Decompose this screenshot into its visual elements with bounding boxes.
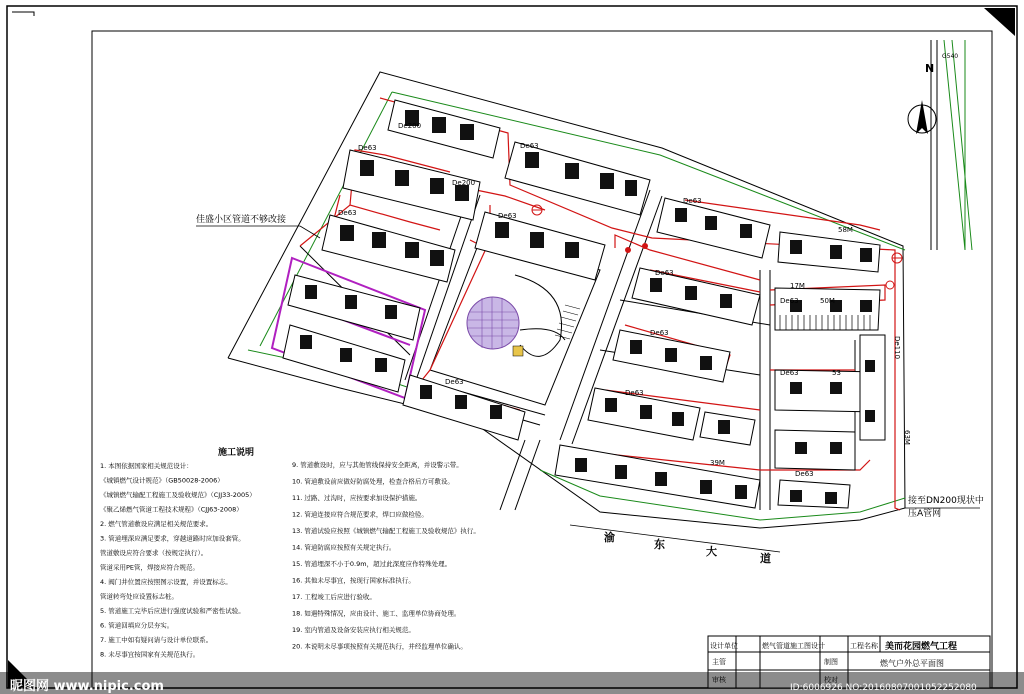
north-label: N [925,62,935,75]
annotation-left: 佳盛小区管道不够改接 [196,215,287,225]
pipe-label: De63 [780,369,799,377]
length-label: 58M [838,226,853,234]
pipe-label: De63 [625,389,644,397]
tb-row2-label: 主管 [712,658,726,666]
note-line: 管道敷设应符合要求（按规定执行）。 [100,549,208,557]
road-name-char: 道 [760,552,771,565]
inner-frame [92,31,992,688]
corner-mark-tr [984,8,1015,36]
note-line: 18. 如遇特殊情况，应由设计、施工、监理单位协商处理。 [292,609,461,618]
note-line: 16. 其他未尽事宜，按现行国家标准执行。 [292,576,415,585]
tb-header-label: 工程名称 [850,642,878,650]
tb-header-left: 设计单位 [710,642,738,650]
note-line: 14. 管道防腐应按照有关规定执行。 [292,543,396,552]
pipe-label: De200 [452,179,476,187]
note-line: 7. 施工中如有疑问请与设计单位联系。 [100,636,213,644]
note-line: 《城镇燃气设计规范》（GB50028-2006） [100,476,224,485]
tb-header-mid: 燃气管道施工图设计 [762,642,825,650]
tb-drawing-name: 燃气户外总平面图 [880,659,944,668]
note-line: 15. 管道埋深不小于0.9m，超过此深度应作特殊处理。 [292,560,452,568]
corner-mark-tl [12,12,34,16]
note-line: 9. 管道敷设时，应与其他管线保持安全距离，并设警示带。 [292,461,463,469]
note-line: 3. 管道埋深应满足要求，穿越道路时应加设套管。 [100,534,245,543]
pipe-label: De200 [398,122,422,130]
watermark-id: ID:6006926 NO:20160807001052252080 [790,683,977,693]
annotation-right-2: 压A管网 [908,509,942,519]
note-line: 管道采用PE管，焊接应符合规范。 [100,563,200,572]
tb-row3-right: 校对 [824,676,838,684]
note-line: 20. 本说明未尽事项按照有关规范执行，并经监理单位确认。 [292,642,467,651]
tb-row3-label: 审核 [712,676,726,684]
note-line: 1. 本图依据国家相关规范设计： [100,462,193,470]
road-name-char: 东 [654,538,665,551]
tb-project-name: 美而花园燃气工程 [885,642,958,652]
note-line: 《聚乙烯燃气管道工程技术规程》（CJJ63-2008） [100,505,243,514]
construction-notes [100,446,480,659]
note-line: 17. 工程竣工后应进行验收。 [292,593,376,601]
pipe-label: De63 [520,142,539,150]
north-arrow-group [908,40,972,250]
note-line: 13. 管道试验应按照《城镇燃气输配工程施工及验收规范》执行。 [292,527,480,535]
pipe-label: De63 [358,144,377,152]
note-line: 8. 未尽事宜按国家有关规范执行。 [100,650,200,659]
pipe-label: De63 [650,329,669,337]
pipe-label: De63 [338,209,357,217]
note-line: 2. 燃气管道敷设应满足相关规范要求。 [100,520,213,528]
note-line: 6. 管道回填应分层夯实。 [100,621,174,630]
note-line: 4. 阀门井位置应按照图示设置，并设置标志。 [100,578,232,586]
note-line: 《城镇燃气输配工程施工及验收规范》（CJJ33-2005） [100,491,256,499]
length-label: 39M [710,459,725,467]
pipe-label: De63 [445,378,464,386]
annotation-right-1: 接至DN200现状中 [908,496,984,506]
tb-row2-right: 制图 [824,658,838,666]
pipe-label: De63 [498,212,517,220]
note-line: 管道转弯处应设置标志桩。 [100,592,178,601]
pipe-label: De63 [780,297,799,305]
notes-title: 施工说明 [218,448,255,458]
length-label: 63M [903,430,911,445]
pipe-label: De63 [655,269,674,277]
notes-right-column [292,460,480,651]
pipe-label: De63 [795,470,814,478]
pipe-label: De110 [893,336,901,360]
length-label: 17M [790,282,805,290]
road-name-char: 渝 [604,531,615,544]
length-label: 53 [832,369,841,377]
road-name-char: 大 [706,545,717,558]
watermark-site: 昵图网 www.nipic.com [10,679,164,694]
note-line: 5. 管道施工完毕后应进行强度试验和严密性试验。 [100,607,245,615]
pipe-label: De63 [683,197,702,205]
note-line: 12. 管道连接应符合规范要求，焊口应做检验。 [292,510,428,519]
note-line: 19. 室内管道及设备安装应执行相关规范。 [292,626,415,634]
note-line: 11. 过路、过沟时，应按要求加设保护措施。 [292,494,422,502]
note-line: 10. 管道敷设前应做好防腐处理，检查合格后方可敷设。 [292,477,454,486]
notes-left-column [100,461,256,659]
corner-tag: G540 [942,53,959,60]
north-arrow-icon [916,100,928,134]
length-label: 50M [820,297,835,305]
